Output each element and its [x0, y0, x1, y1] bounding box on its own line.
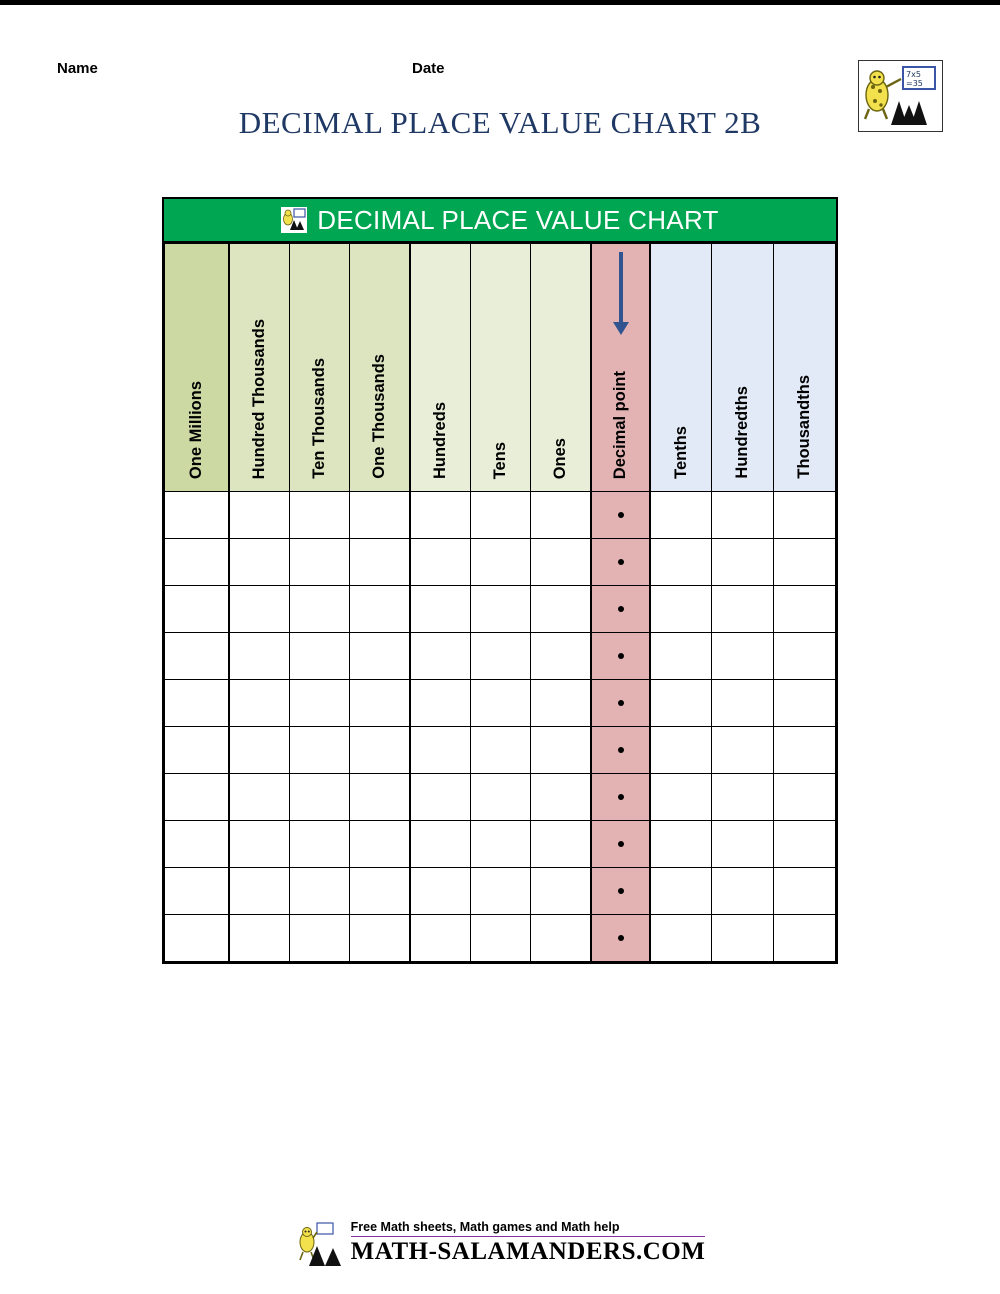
- column-label: Thousandths: [795, 375, 814, 479]
- footer: [0, 1220, 1000, 1266]
- decimal-point-cell[interactable]: [591, 727, 650, 774]
- digit-cell[interactable]: [531, 774, 591, 821]
- digit-cell[interactable]: [650, 774, 712, 821]
- decimal-point-cell[interactable]: [591, 492, 650, 539]
- column-label: Hundredths: [733, 386, 752, 479]
- digit-cell[interactable]: [774, 727, 836, 774]
- arrow-down-head-icon: [613, 322, 629, 335]
- digit-cell[interactable]: [350, 774, 410, 821]
- name-label: Name: [57, 60, 98, 77]
- worksheet-meta-row: [0, 60, 1000, 90]
- decimal-point-cell[interactable]: [591, 915, 650, 962]
- digit-cell[interactable]: [712, 492, 774, 539]
- decimal-point-cell[interactable]: [591, 868, 650, 915]
- digit-cell[interactable]: [350, 868, 410, 915]
- column-label: Tens: [491, 441, 510, 479]
- digit-cell[interactable]: [289, 774, 349, 821]
- digit-cell[interactable]: [289, 821, 349, 868]
- digit-cell[interactable]: [774, 586, 836, 633]
- table-row: [165, 680, 836, 727]
- table-row: [165, 586, 836, 633]
- digit-cell[interactable]: [470, 727, 530, 774]
- digit-cell[interactable]: [229, 492, 289, 539]
- column-label: Hundred Thousands: [249, 318, 268, 479]
- column-label: Tenths: [671, 426, 690, 479]
- digit-cell[interactable]: [470, 633, 530, 680]
- table-row: [165, 492, 836, 539]
- column-label: Decimal point: [611, 370, 630, 479]
- digit-cell[interactable]: [650, 868, 712, 915]
- digit-cell[interactable]: [650, 727, 712, 774]
- decimal-point-dot: [618, 559, 624, 565]
- column-header-hundreds: [410, 244, 470, 492]
- table-row: [165, 727, 836, 774]
- digit-cell[interactable]: [410, 586, 470, 633]
- chart-header: [164, 199, 836, 243]
- digit-cell[interactable]: [289, 539, 349, 586]
- digit-cell[interactable]: [410, 492, 470, 539]
- place-value-chart: [162, 197, 838, 964]
- column-header-one-millions: [165, 244, 229, 492]
- digit-cell[interactable]: [650, 492, 712, 539]
- column-header-decimal-point: [591, 244, 650, 492]
- digit-cell[interactable]: [410, 680, 470, 727]
- date-label: Date: [412, 60, 445, 77]
- digit-cell[interactable]: [289, 492, 349, 539]
- digit-cell[interactable]: [531, 586, 591, 633]
- digit-cell[interactable]: [470, 680, 530, 727]
- digit-cell[interactable]: [470, 868, 530, 915]
- decimal-point-cell[interactable]: [591, 680, 650, 727]
- page-title: DECIMAL PLACE VALUE CHART 2B: [238, 105, 762, 140]
- digit-cell[interactable]: [470, 821, 530, 868]
- digit-cell[interactable]: [165, 586, 229, 633]
- digit-cell[interactable]: [531, 680, 591, 727]
- decimal-point-dot: [618, 653, 624, 659]
- digit-cell[interactable]: [712, 915, 774, 962]
- digit-cell[interactable]: [650, 539, 712, 586]
- column-header-thousandths: [774, 244, 836, 492]
- table-body: [165, 492, 836, 962]
- column-header-ones: [531, 244, 591, 492]
- decimal-point-cell[interactable]: [591, 539, 650, 586]
- digit-cell[interactable]: [531, 821, 591, 868]
- digit-cell[interactable]: [712, 774, 774, 821]
- column-label: Hundreds: [430, 401, 449, 479]
- digit-cell[interactable]: [350, 539, 410, 586]
- digit-cell[interactable]: [712, 727, 774, 774]
- digit-cell[interactable]: [229, 868, 289, 915]
- digit-cell[interactable]: [350, 586, 410, 633]
- digit-cell[interactable]: [531, 868, 591, 915]
- digit-cell[interactable]: [470, 915, 530, 962]
- digit-cell[interactable]: [165, 633, 229, 680]
- digit-cell[interactable]: [712, 868, 774, 915]
- digit-cell[interactable]: [470, 492, 530, 539]
- digit-cell[interactable]: [229, 680, 289, 727]
- column-label: Ten Thousands: [309, 358, 328, 479]
- footer-tagline: Free Math sheets, Math games and Math help: [351, 1220, 706, 1237]
- digit-cell[interactable]: [470, 774, 530, 821]
- column-header-hundredths: [712, 244, 774, 492]
- decimal-point-cell[interactable]: [591, 774, 650, 821]
- table-row: [165, 539, 836, 586]
- decimal-point-dot: [618, 841, 624, 847]
- digit-cell[interactable]: [289, 586, 349, 633]
- column-label: Ones: [551, 437, 570, 479]
- svg-text:7x5: 7x5: [906, 70, 921, 79]
- digit-cell[interactable]: [410, 868, 470, 915]
- column-label: One Millions: [186, 380, 205, 479]
- decimal-point-dot: [618, 606, 624, 612]
- digit-cell[interactable]: [712, 821, 774, 868]
- decimal-point-dot: [618, 700, 624, 706]
- digit-cell[interactable]: [165, 680, 229, 727]
- digit-cell[interactable]: [229, 774, 289, 821]
- digit-cell[interactable]: [712, 633, 774, 680]
- digit-cell[interactable]: [410, 633, 470, 680]
- digit-cell[interactable]: [229, 727, 289, 774]
- digit-cell[interactable]: [229, 915, 289, 962]
- digit-cell[interactable]: [410, 727, 470, 774]
- digit-cell[interactable]: [650, 821, 712, 868]
- digit-cell[interactable]: [650, 633, 712, 680]
- svg-text:=35: =35: [906, 79, 923, 88]
- digit-cell[interactable]: [774, 680, 836, 727]
- math-salamanders-footer-logo-icon: [295, 1222, 351, 1268]
- digit-cell[interactable]: [229, 539, 289, 586]
- digit-cell[interactable]: [470, 586, 530, 633]
- digit-cell[interactable]: [650, 586, 712, 633]
- decimal-point-cell[interactable]: [591, 821, 650, 868]
- digit-cell[interactable]: [774, 492, 836, 539]
- column-header-one-thousands: [350, 244, 410, 492]
- table-row: [165, 633, 836, 680]
- digit-cell[interactable]: [774, 868, 836, 915]
- digit-cell[interactable]: [531, 492, 591, 539]
- digit-cell[interactable]: [229, 633, 289, 680]
- digit-cell[interactable]: [650, 915, 712, 962]
- table-row: [165, 915, 836, 962]
- column-header-ten-thousands: [289, 244, 349, 492]
- chart-title: DECIMAL PLACE VALUE CHART: [317, 204, 719, 235]
- digit-cell[interactable]: [165, 727, 229, 774]
- place-value-table: [164, 243, 836, 962]
- digit-cell[interactable]: [350, 633, 410, 680]
- decimal-point-dot: [618, 888, 624, 894]
- digit-cell[interactable]: [289, 915, 349, 962]
- digit-cell[interactable]: [410, 774, 470, 821]
- table-row: [165, 774, 836, 821]
- digit-cell[interactable]: [774, 539, 836, 586]
- table-header-row: [165, 244, 836, 492]
- digit-cell[interactable]: [289, 868, 349, 915]
- digit-cell[interactable]: [350, 821, 410, 868]
- digit-cell[interactable]: [712, 680, 774, 727]
- decimal-point-cell[interactable]: [591, 633, 650, 680]
- decimal-point-dot: [618, 794, 624, 800]
- column-header-tens: [470, 244, 530, 492]
- decimal-point-dot: [618, 512, 624, 518]
- table-row: [165, 821, 836, 868]
- digit-cell[interactable]: [774, 633, 836, 680]
- digit-cell[interactable]: [410, 821, 470, 868]
- digit-cell[interactable]: [165, 492, 229, 539]
- digit-cell[interactable]: [289, 633, 349, 680]
- digit-cell[interactable]: [774, 774, 836, 821]
- digit-cell[interactable]: [410, 539, 470, 586]
- digit-cell[interactable]: [531, 539, 591, 586]
- column-label: One Thousands: [370, 354, 389, 479]
- digit-cell[interactable]: [350, 492, 410, 539]
- decimal-point-dot: [618, 747, 624, 753]
- digit-cell[interactable]: [712, 539, 774, 586]
- digit-cell[interactable]: [165, 774, 229, 821]
- digit-cell[interactable]: [165, 821, 229, 868]
- digit-cell[interactable]: [350, 915, 410, 962]
- digit-cell[interactable]: [531, 727, 591, 774]
- digit-cell[interactable]: [712, 586, 774, 633]
- digit-cell[interactable]: [410, 915, 470, 962]
- arrow-down-icon: [619, 252, 623, 324]
- decimal-point-cell[interactable]: [591, 586, 650, 633]
- digit-cell[interactable]: [229, 586, 289, 633]
- digit-cell[interactable]: [165, 868, 229, 915]
- digit-cell[interactable]: [229, 821, 289, 868]
- digit-cell[interactable]: [350, 727, 410, 774]
- digit-cell[interactable]: [470, 539, 530, 586]
- table-row: [165, 868, 836, 915]
- digit-cell[interactable]: [531, 633, 591, 680]
- digit-cell[interactable]: [289, 727, 349, 774]
- digit-cell[interactable]: [165, 539, 229, 586]
- math-salamanders-mini-logo-icon: [281, 207, 307, 233]
- digit-cell[interactable]: [531, 915, 591, 962]
- decimal-point-dot: [618, 935, 624, 941]
- digit-cell[interactable]: [165, 915, 229, 962]
- footer-url[interactable]: MATH-SALAMANDERS.COM: [350, 1238, 706, 1265]
- worksheet-page: [0, 5, 1000, 1294]
- digit-cell[interactable]: [289, 680, 349, 727]
- digit-cell[interactable]: [774, 915, 836, 962]
- column-header-hundred-thousands: [229, 244, 289, 492]
- digit-cell[interactable]: [650, 680, 712, 727]
- column-header-tenths: [650, 244, 712, 492]
- digit-cell[interactable]: [774, 821, 836, 868]
- digit-cell[interactable]: [350, 680, 410, 727]
